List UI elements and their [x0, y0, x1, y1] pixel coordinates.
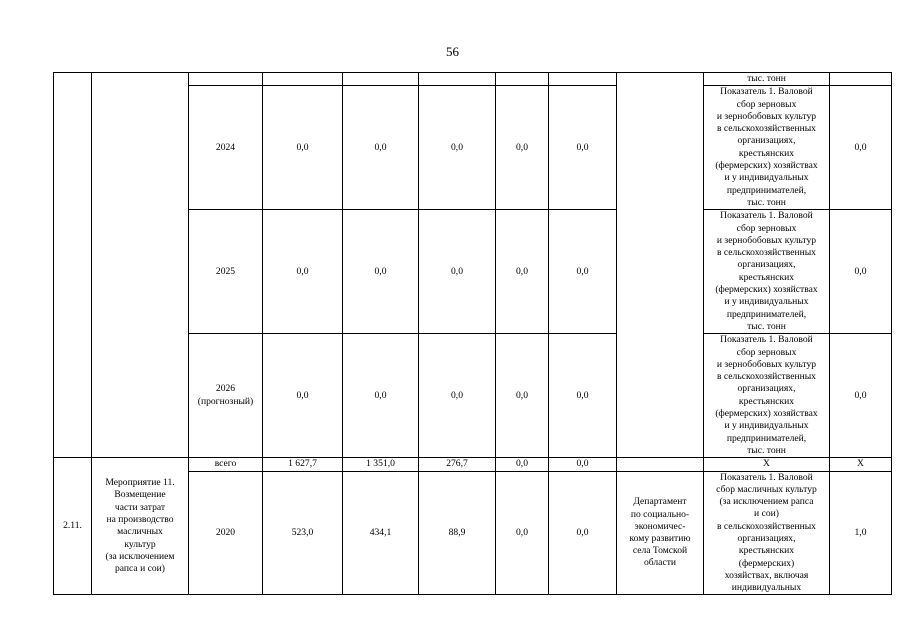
cell-value: 0,0	[549, 86, 617, 210]
cell-year	[189, 334, 263, 458]
cell-value: 0,0	[263, 334, 343, 458]
cell-value: 0,0	[549, 471, 617, 595]
cell-total-label: всего	[189, 458, 263, 471]
cell-target: 0,0	[830, 210, 892, 334]
cell-value	[549, 73, 617, 86]
cell-year: 2020	[189, 471, 263, 595]
cell-value: 0,0	[343, 210, 419, 334]
cell-value: 0,0	[549, 334, 617, 458]
cell-department	[617, 73, 704, 458]
cell-value: 0,0	[419, 86, 496, 210]
cell-value: 0,0	[419, 334, 496, 458]
cell-target: Х	[830, 458, 892, 471]
cell-indicator: Показатель 1. Валовой сбор зерновых и зернобобовых культур в сельскохозяйственных организациях, крестьянских (фермерских) хозяйствах и у индивидуальных предпринимателей, тыс. тонн	[704, 210, 830, 334]
table-row	[54, 73, 892, 86]
cell-indicator: Х	[704, 458, 830, 471]
cell-value	[343, 73, 419, 86]
cell-value: 0,0	[263, 86, 343, 210]
cell-value: 434,1	[343, 471, 419, 595]
cell-indicator: Показатель 1. Валовой сбор зерновых и зернобобовых культур в сельскохозяйственных организациях, крестьянских (фермерских) хозяйствах и у индивидуальных предпринимателей, тыс. тонн	[704, 86, 830, 210]
cell-number	[54, 73, 92, 458]
cell-value: 0,0	[343, 86, 419, 210]
cell-value: 0,0	[496, 334, 549, 458]
cell-number: 2.11.	[54, 458, 92, 595]
cell-value: 0,0	[496, 471, 549, 595]
cell-value	[263, 73, 343, 86]
cell-year	[189, 73, 263, 86]
cell-measure-name: Мероприятие 11. Возмещение части затрат на производство масличных культур (за исключением рапса и сои)	[92, 458, 189, 595]
cell-value: 0,0	[496, 458, 549, 471]
cell-value: 1 627,7	[263, 458, 343, 471]
cell-value: 0,0	[496, 86, 549, 210]
cell-value	[496, 73, 549, 86]
cell-value	[419, 73, 496, 86]
cell-value: 0,0	[419, 210, 496, 334]
cell-department: Департамент по социально- экономичес- кому развитию села Томской области	[617, 471, 704, 595]
cell-target	[830, 73, 892, 86]
cell-department	[617, 458, 704, 471]
cell-value: 88,9	[419, 471, 496, 595]
year-label: 2026	[215, 383, 236, 395]
cell-target: 0,0	[830, 86, 892, 210]
cell-value: 276,7	[419, 458, 496, 471]
cell-year: 2024	[189, 86, 263, 210]
cell-value: 0,0	[496, 210, 549, 334]
year-note: (прогнозный)	[197, 395, 254, 407]
cell-value: 0,0	[343, 334, 419, 458]
cell-value: 0,0	[549, 458, 617, 471]
cell-measure-name	[92, 73, 189, 458]
table-row	[54, 458, 892, 471]
cell-value: 1 351,0	[343, 458, 419, 471]
cell-target: 0,0	[830, 334, 892, 458]
measures-table	[53, 72, 892, 595]
cell-year: 2025	[189, 210, 263, 334]
cell-value: 523,0	[263, 471, 343, 595]
cell-value: 0,0	[549, 210, 617, 334]
page-number: 56	[446, 44, 459, 59]
cell-value: 0,0	[263, 210, 343, 334]
cell-indicator: Показатель 1. Валовой сбор зерновых и зернобобовых культур в сельскохозяйственных организациях, крестьянских (фермерских) хозяйствах и у индивидуальных предпринимателей, тыс. тонн	[704, 334, 830, 458]
cell-indicator: тыс. тонн	[704, 73, 830, 86]
cell-indicator: Показатель 1. Валовой сбор масличных культур (за исключением рапса и сои) в сельскохозяйственных организациях, крестьянских (фермерских) хозяйствах, включая индивидуальных	[704, 471, 830, 595]
cell-target: 1,0	[830, 471, 892, 595]
